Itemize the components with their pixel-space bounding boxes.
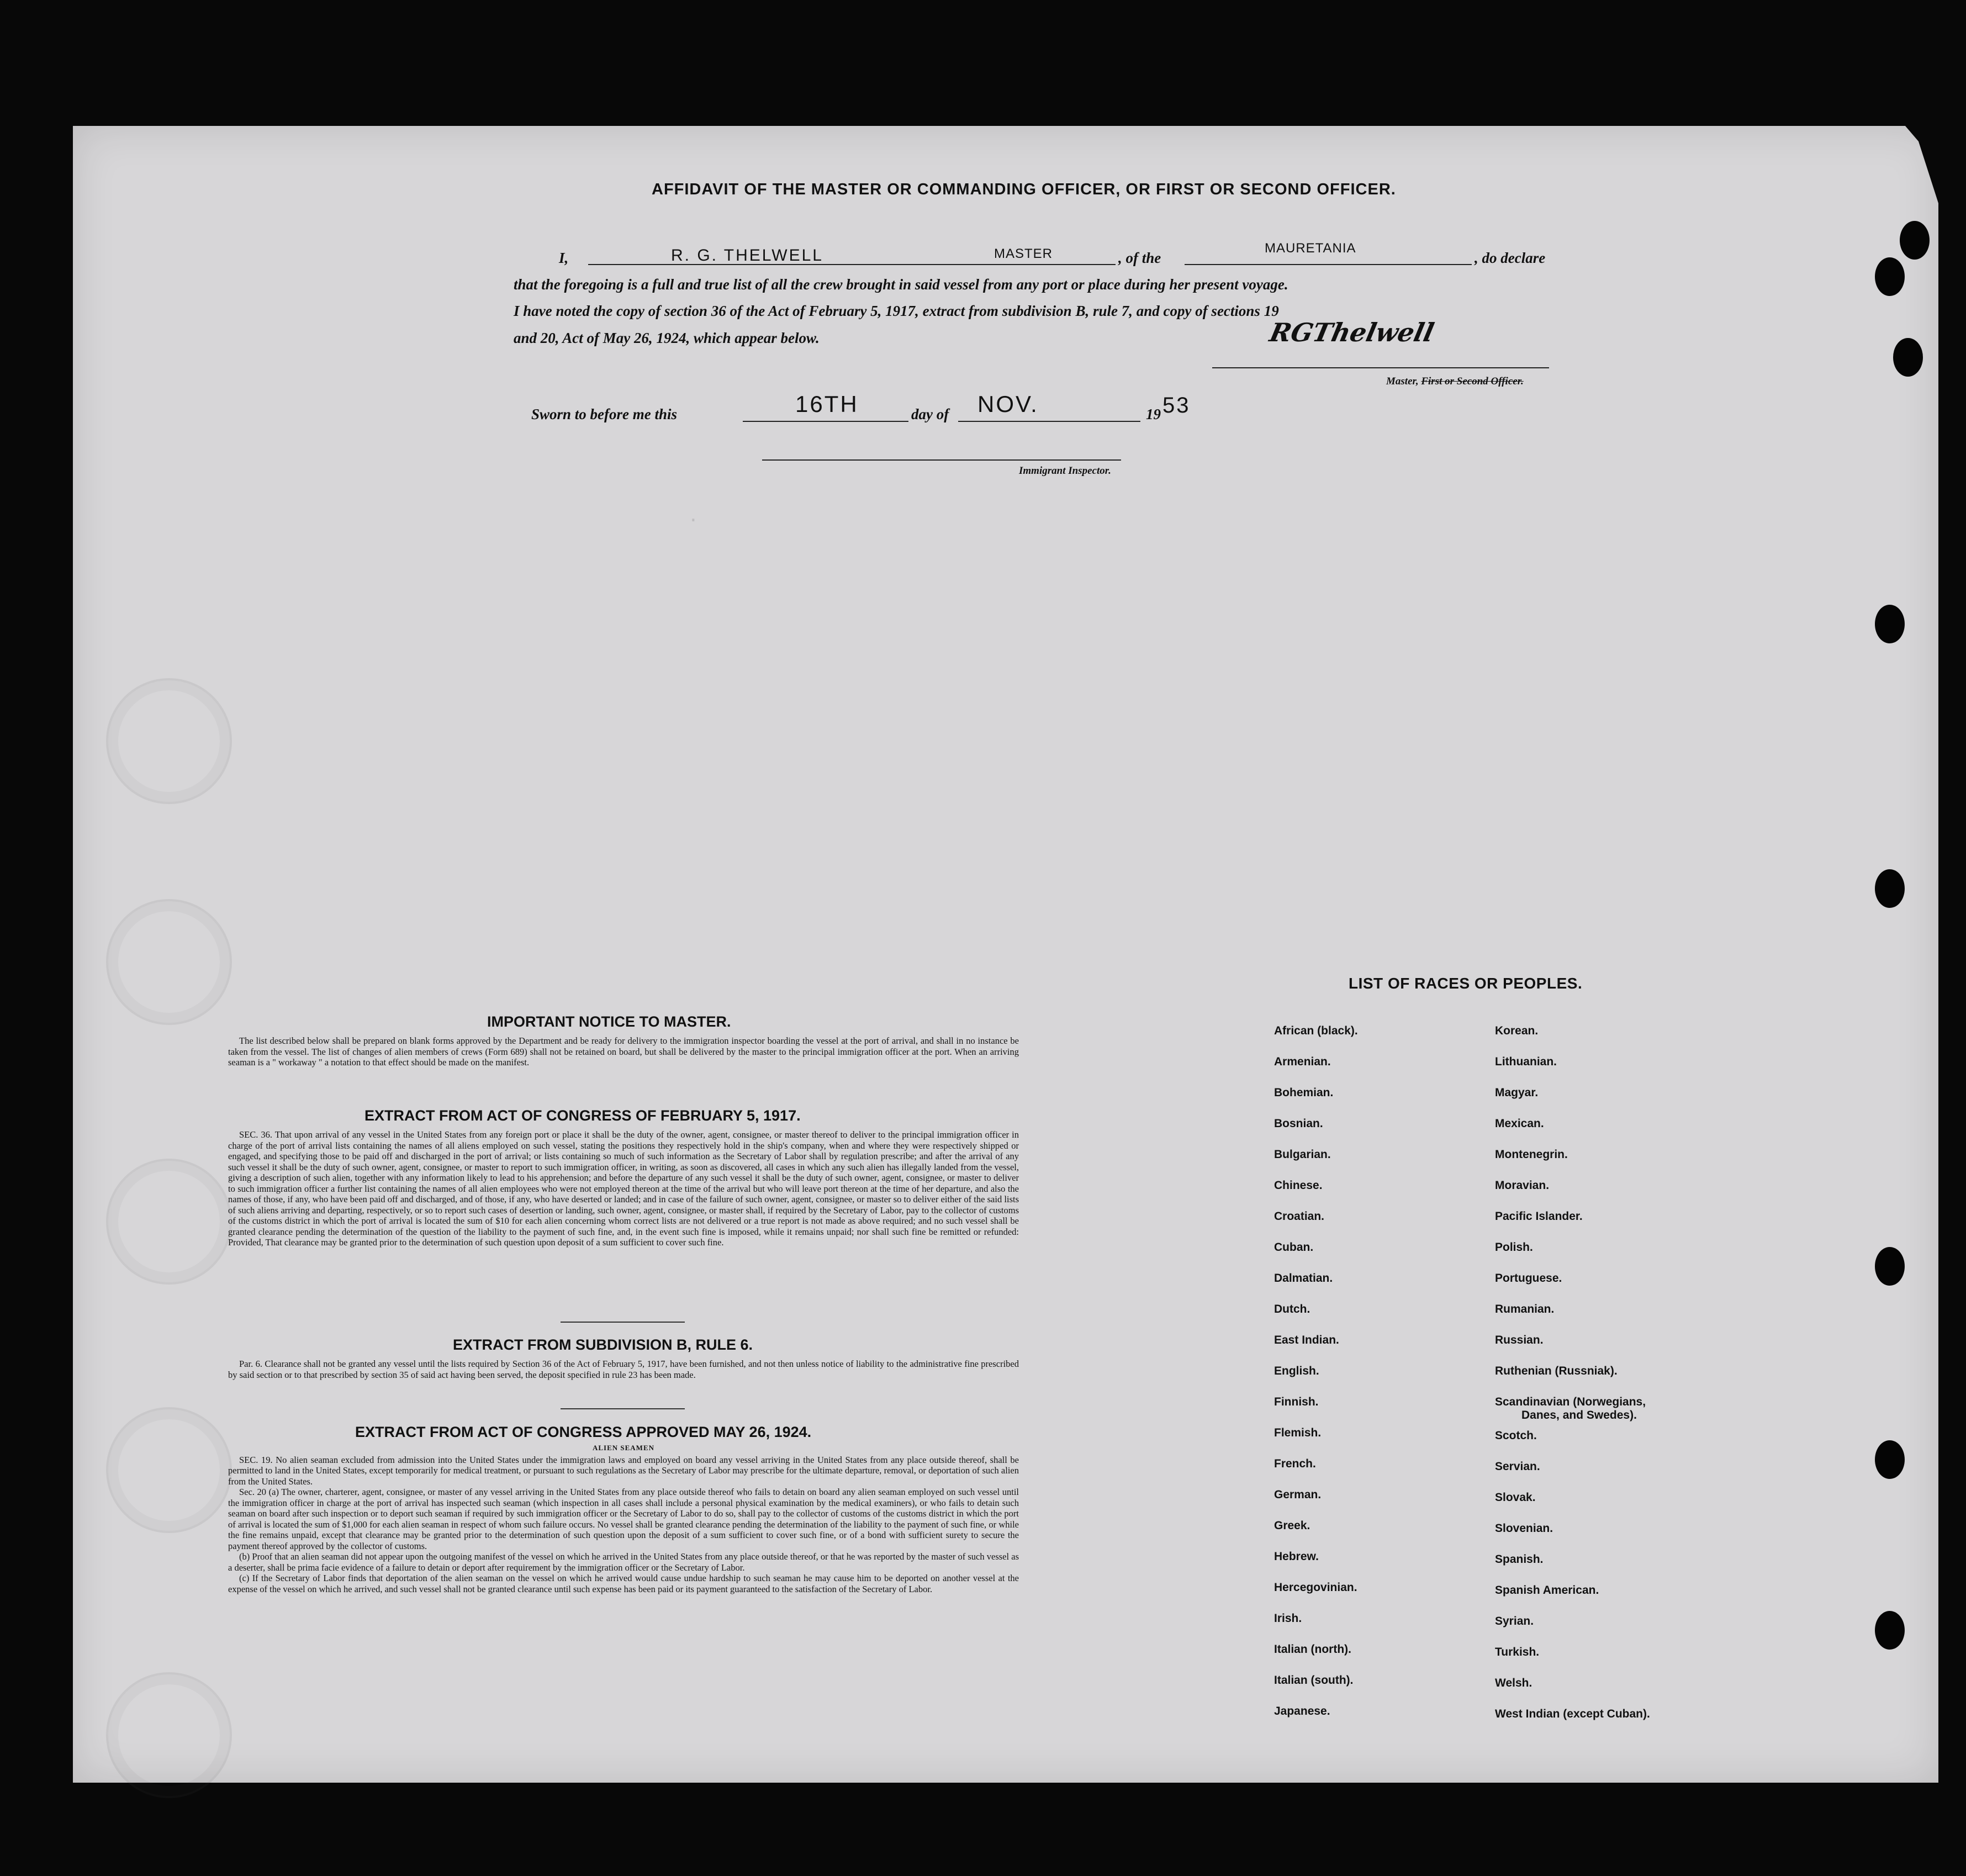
affidavit-title: AFFIDAVIT OF THE MASTER OR COMMANDING OFFICER, OR FIRST OR SECOND OFFICER.	[652, 181, 1396, 198]
sworn-year-value: 53	[1162, 393, 1191, 418]
punch-hole	[1875, 257, 1905, 296]
race-entry: Bulgarian.	[1274, 1148, 1331, 1161]
race-entry: Lithuanian.	[1495, 1055, 1557, 1068]
race-entry: Greek.	[1274, 1519, 1310, 1532]
extract-1917-title: EXTRACT FROM ACT OF CONGRESS OF FEBRUARY 5, 1917.	[364, 1107, 801, 1124]
of-the-label: , of the	[1118, 250, 1161, 266]
race-entry: Danes, and Swedes).	[1521, 1409, 1637, 1421]
race-entry: East Indian.	[1274, 1334, 1339, 1346]
inspector-signature-line	[762, 459, 1121, 461]
extract-1924-block	[228, 1441, 1019, 1594]
affidavit-line-4: and 20, Act of May 26, 1924, which appear below.	[514, 330, 820, 346]
race-entry: Slovenian.	[1495, 1522, 1553, 1535]
faint-seal-stamp	[106, 1159, 232, 1285]
race-entry: Montenegrin.	[1495, 1148, 1568, 1161]
extract-1917-block	[228, 1129, 1019, 1248]
sec-20a-text: Sec. 20 (a) The owner, charterer, agent, consignee, or master of any vessel arriving in the United States from any place outside thereof who fails to detain on board any alien seaman employed on such vessel until the immigration officer in charge at the port of arrival has inspected such seaman (which inspection in all cases shall include a personal physical examination by the medical examiners), or who fails to detain such seaman on board after such inspection or to deport such seaman if required by such immigration officer or the Secretary of Labor to do so, shall pay to the collector of customs of the customs district in which the port of arrival is located the sum of $1,000 for each alien seaman in respect of whom such failure occurs. No vessel shall be granted clearance pending the determination of the liability to the payment of such fine, or while the fine remains unpaid, except that clearance may be granted prior to the determination of such question upon the deposit of a sum sufficient to cover such fine, or of a bond with sufficient surety to secure the payment thereof approved by the collector of customs.	[228, 1487, 1019, 1551]
race-entry: Spanish American.	[1495, 1584, 1599, 1597]
race-entry: Italian (south).	[1274, 1674, 1354, 1687]
race-entry: Chinese.	[1274, 1179, 1323, 1192]
race-entry: Magyar.	[1495, 1086, 1539, 1099]
sworn-month-value: NOV.	[977, 391, 1039, 417]
punch-hole	[1875, 1611, 1905, 1650]
day-of-label: day of	[911, 406, 949, 422]
punch-hole	[1875, 1440, 1905, 1479]
race-entry: Armenian.	[1274, 1055, 1331, 1068]
affidavit-line-2: that the foregoing is a full and true list of all the crew brought in said vessel from any port or place during her present voyage.	[514, 276, 1288, 293]
position-value: MASTER	[994, 246, 1053, 261]
race-entry: Italian (north).	[1274, 1643, 1351, 1656]
race-entry: Dutch.	[1274, 1303, 1310, 1315]
race-entry: Turkish.	[1495, 1646, 1540, 1658]
section-divider	[561, 1408, 685, 1409]
affidavit-i-label: I,	[559, 250, 569, 266]
race-entry: Finnish.	[1274, 1396, 1319, 1408]
section-divider	[561, 1322, 685, 1323]
punch-hole	[1875, 869, 1905, 908]
punch-hole	[1875, 605, 1905, 643]
race-entry: Scotch.	[1495, 1429, 1537, 1442]
race-entry: Flemish.	[1274, 1426, 1322, 1439]
sec-19-text: SEC. 19. No alien seaman excluded from admission into the United States under the immigration laws and employed on board any vessel arriving in the United States from any place outside thereof, shall be permitted to land in the United States, except temporarily for medical treatment, or pursuant to such regulations as the Secretary of Labor may prescribe for the ultimate departure, removal, or deportation of such alien from the United States.	[228, 1454, 1019, 1487]
vessel-field-line	[1185, 264, 1472, 265]
race-entry: Servian.	[1495, 1460, 1540, 1473]
name-field-line	[588, 264, 1116, 265]
master-signature: RGThelwell	[1267, 318, 1437, 347]
race-entry: Hebrew.	[1274, 1550, 1319, 1563]
notice-body: The list described below shall be prepared on blank forms approved by the Department and be ready for delivery to the immigration inspector boarding the vessel at the port of arrival, and shall in no instance be taken from the vessel. The list of changes of alien members of crews (Form 689) shall not be retained on board, but shall be delivered by the master to the principal immigration officer at the port. When an arriving seaman is a " workaway " a notation to that effect should be made on the manifest.	[228, 1035, 1019, 1068]
race-entry: Scandinavian (Norwegians,	[1495, 1396, 1646, 1408]
race-entry: Irish.	[1274, 1612, 1302, 1625]
inspector-label: Immigrant Inspector.	[1019, 465, 1111, 477]
race-entry: Polish.	[1495, 1241, 1533, 1254]
sec-20b-text: (b) Proof that an alien seaman did not appear upon the outgoing manifest of the vessel on which he arrived in the United States from any place outside thereof, or that he was reported by the master of such vessel as a deserter, shall be prima facie evidence of a failure to detain or deport after requirement by the immigration officer or the Secretary of Labor.	[228, 1551, 1019, 1573]
sworn-prefix: Sworn to before me this	[531, 406, 678, 422]
extract-1917-body: SEC. 36. That upon arrival of any vessel in the United States from any foreign port or place it shall be the duty of the owner, agent, consignee, or master thereof to deliver to the principal immigration officer in charge of the port of arrival lists containing the names of all aliens employed on such vessel, stating the positions they respectively hold in the ship's company, when and where they were respectively shipped or engaged, and specifying those to be paid off and discharged in the port of arrival; or lists containing so much of such information as the Secretary of Labor shall by regulation prescribe; and after the arrival of any such vessel it shall be the duty of such owner, agent, consignee, or master to report to such immigration officer, in writing, as soon as discovered, all cases in which any such alien has illegally landed from the vessel, giving a description of such alien, together with any information likely to lead to his apprehension; and before the departure of any such vessel it shall be the duty of such owner, agent, consignee, or master to deliver to such immigration officer a further list containing the names of all alien employees who were not employed thereon at the time of the arrival but who will leave port thereon at the time of her departure, and also the names of those, if any, who have been paid off and discharged, and of those, if any, who have deserted or landed; and in case of the failure of such owner, agent, consignee, or master so to deliver either of the said lists of such aliens arriving and departing, respectively, or so to report such cases of desertion or landing, such owner, agent, consignee, or master shall, if required by the Secretary of Labor, pay to the collector of customs of the customs district in which the port of arrival is located the sum of $10 for each alien concerning whom correct lists are not delivered or a true report is not made as above required; and no such vessel shall be granted clearance pending the determination of the question of the liability to the payment of such fine, and, in the event such fine is imposed, while it remains unpaid; nor shall such fine be remitted or refunded: Provided, That clearance may be granted prior to the determination of such question upon deposit of a sum sufficient to cover such fine.	[228, 1129, 1019, 1248]
punch-hole	[1875, 1247, 1905, 1286]
subdivision-body: Par. 6. Clearance shall not be granted any vessel until the lists required by Section 36 of the Act of February 5, 1917, have been furnished, and not then unless notice of liability to the administrative fine prescribed by said section or to that prescribed by section 35 of said act having been served, the deposit specified in rule 23 has been made.	[228, 1359, 1019, 1380]
notice-title: IMPORTANT NOTICE TO MASTER.	[487, 1013, 731, 1030]
punch-hole	[1893, 338, 1923, 377]
race-entry: French.	[1274, 1457, 1316, 1470]
race-entry: English.	[1274, 1365, 1319, 1377]
race-entry: Hercegovinian.	[1274, 1581, 1357, 1594]
affidavit-line-3: I have noted the copy of section 36 of the Act of February 5, 1917, extract from subdivision B, rule 7, and copy of sections 19	[514, 303, 1279, 319]
faint-seal-stamp	[106, 1407, 232, 1533]
race-entry: African (black).	[1274, 1024, 1358, 1037]
race-entry: Mexican.	[1495, 1117, 1544, 1130]
race-entry: Pacific Islander.	[1495, 1210, 1583, 1223]
race-entry: Ruthenian (Russniak).	[1495, 1365, 1618, 1377]
day-field-line	[743, 421, 908, 422]
signature-caption	[1386, 376, 1524, 388]
sec-20c-text: (c) If the Secretary of Labor finds that deportation of the alien seaman on the vessel on which he arrived would cause undue hardship to such seaman he may cause him to be deported on another vessel at the expense of the vessel on which he arrived, and such vessel shall not be granted clearance until such expense has been paid or its payment guaranteed to the satisfaction of the Secretary of Labor.	[228, 1573, 1019, 1594]
year-prefix: 19	[1146, 406, 1161, 422]
race-entry: Spanish.	[1495, 1553, 1544, 1566]
master-name-value: R. G. THELWELL	[671, 246, 823, 265]
notice-body-block	[228, 1035, 1019, 1068]
extract-1924-title: EXTRACT FROM ACT OF CONGRESS APPROVED MAY 26, 1924.	[355, 1424, 812, 1440]
race-entry: Russian.	[1495, 1334, 1544, 1346]
vessel-name-value: MAURETANIA	[1265, 241, 1356, 256]
race-entry: Syrian.	[1495, 1615, 1534, 1627]
subdivision-block	[228, 1359, 1019, 1380]
race-entry: Cuban.	[1274, 1241, 1314, 1254]
faint-seal-stamp	[106, 899, 232, 1025]
signature-line	[1212, 367, 1549, 368]
sig-label-master: Master,	[1386, 376, 1419, 387]
torn-corner	[1905, 126, 1938, 203]
sig-label-struck: First or Second Officer.	[1421, 376, 1524, 387]
race-entry: West Indian (except Cuban).	[1495, 1708, 1650, 1720]
month-field-line	[958, 421, 1140, 422]
race-entry: Portuguese.	[1495, 1272, 1562, 1285]
punch-hole	[1900, 221, 1930, 260]
race-entry: Japanese.	[1274, 1705, 1330, 1718]
race-entry: Croatian.	[1274, 1210, 1325, 1223]
race-entry: Moravian.	[1495, 1179, 1550, 1192]
race-entry: German.	[1274, 1488, 1322, 1501]
race-entry: Bosnian.	[1274, 1117, 1323, 1130]
bleed-through-text: .	[688, 505, 700, 526]
race-entry: Dalmatian.	[1274, 1272, 1333, 1285]
faint-seal-stamp	[106, 1672, 232, 1798]
race-entry: Welsh.	[1495, 1677, 1532, 1689]
race-entry: Rumanian.	[1495, 1303, 1555, 1315]
race-entry: Korean.	[1495, 1024, 1539, 1037]
races-title: LIST OF RACES OR PEOPLES.	[1349, 975, 1583, 992]
faint-seal-stamp	[106, 678, 232, 804]
do-declare-label: , do declare	[1474, 250, 1546, 266]
subdivision-title: EXTRACT FROM SUBDIVISION B, RULE 6.	[453, 1336, 753, 1353]
sworn-day-value: 16TH	[795, 391, 859, 417]
race-entry: Bohemian.	[1274, 1086, 1334, 1099]
race-entry: Slovak.	[1495, 1491, 1536, 1504]
alien-seamen-subhead: ALIEN SEAMEN	[592, 1444, 655, 1452]
